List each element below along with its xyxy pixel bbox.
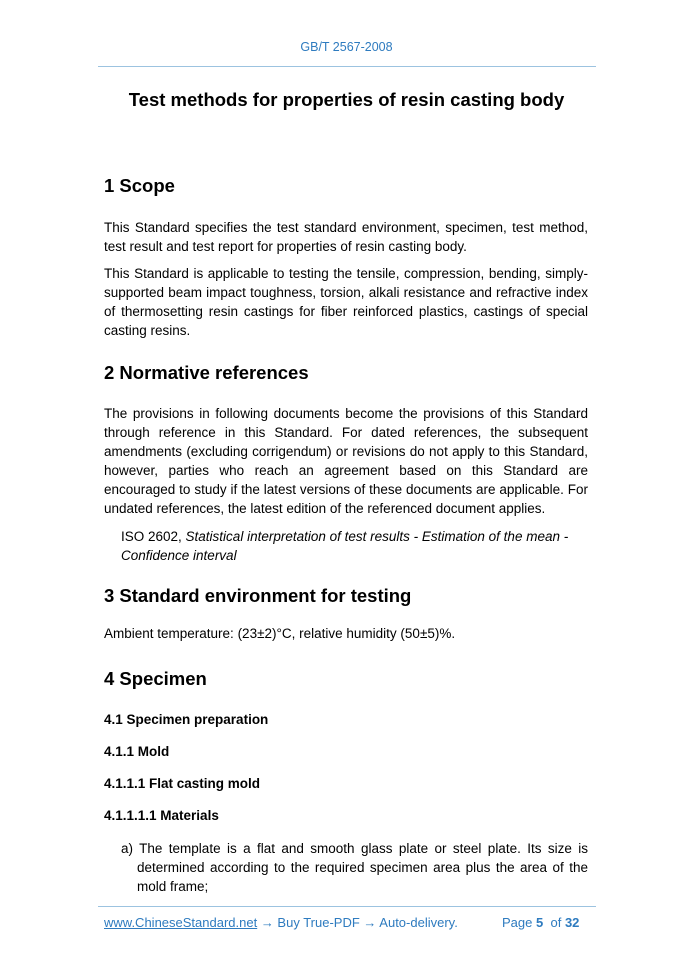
paragraph: This Standard is applicable to testing the tensile, compression, bending, simply-supported beam impact toughness, torsion, alkali resistance and refractive index of thermosetting resin castings for fiber reinforced plastics, castings of special casting resins. <box>104 266 588 338</box>
section-heading-specimen: 4 Specimen <box>104 668 207 689</box>
website-link[interactable]: www.ChineseStandard.net <box>104 915 258 930</box>
subheading-4-1: 4.1 Specimen preparation <box>104 712 269 727</box>
header-doc-code: GB/T 2567-2008 <box>300 40 393 54</box>
section-heading-scope: 1 Scope <box>104 175 175 196</box>
footer-promo <box>104 915 458 930</box>
list-item-a: a) The template is a flat and smooth glass plate or steel plate. Its size is determined according to the required specimen area plus the area of the mold frame; <box>121 841 588 894</box>
footer-rule <box>98 906 596 907</box>
page-number <box>502 915 579 930</box>
subheading-4-1-1-1: 4.1.1.1 Flat casting mold <box>104 776 261 791</box>
header-rule <box>98 66 596 67</box>
current-page: 5 <box>536 915 544 930</box>
section-heading-standard-environment: 3 Standard environment for testing <box>104 585 412 606</box>
of-label: of <box>550 915 562 930</box>
paragraph: The provisions in following documents become the provisions of this Standard through reference in this Standard. For dated references, the subsequent amendments (excluding corrigendum) or revisions do not apply to this Standard, however, parties who reach an agreement based on this Standard are encouraged to study if the latest versions of these documents are applicable. For undated references, the latest edition of the referenced document applies. <box>104 406 588 516</box>
reference-item <box>121 527 588 565</box>
reference-code: ISO 2602, <box>121 529 186 544</box>
page-label: Page <box>502 915 533 930</box>
reference-title: Statistical interpretation of test results - Estimation of the mean - Confidence interval <box>121 529 569 563</box>
paragraph: This Standard specifies the test standard environment, specimen, test method, test result and test report for properties of resin casting body. <box>104 220 588 254</box>
document-title: Test methods for properties of resin casting body <box>128 89 565 110</box>
subheading-4-1-1-1-1: 4.1.1.1.1 Materials <box>104 808 219 823</box>
subheading-4-1-1: 4.1.1 Mold <box>104 744 170 759</box>
footer-promo-text: → Buy True-PDF → Auto-delivery. <box>257 915 458 930</box>
total-pages: 32 <box>564 915 580 930</box>
paragraph: Ambient temperature: (23±2)°C, relative humidity (50±5)%. <box>104 626 456 641</box>
section-heading-normative-references: 2 Normative references <box>104 362 309 383</box>
